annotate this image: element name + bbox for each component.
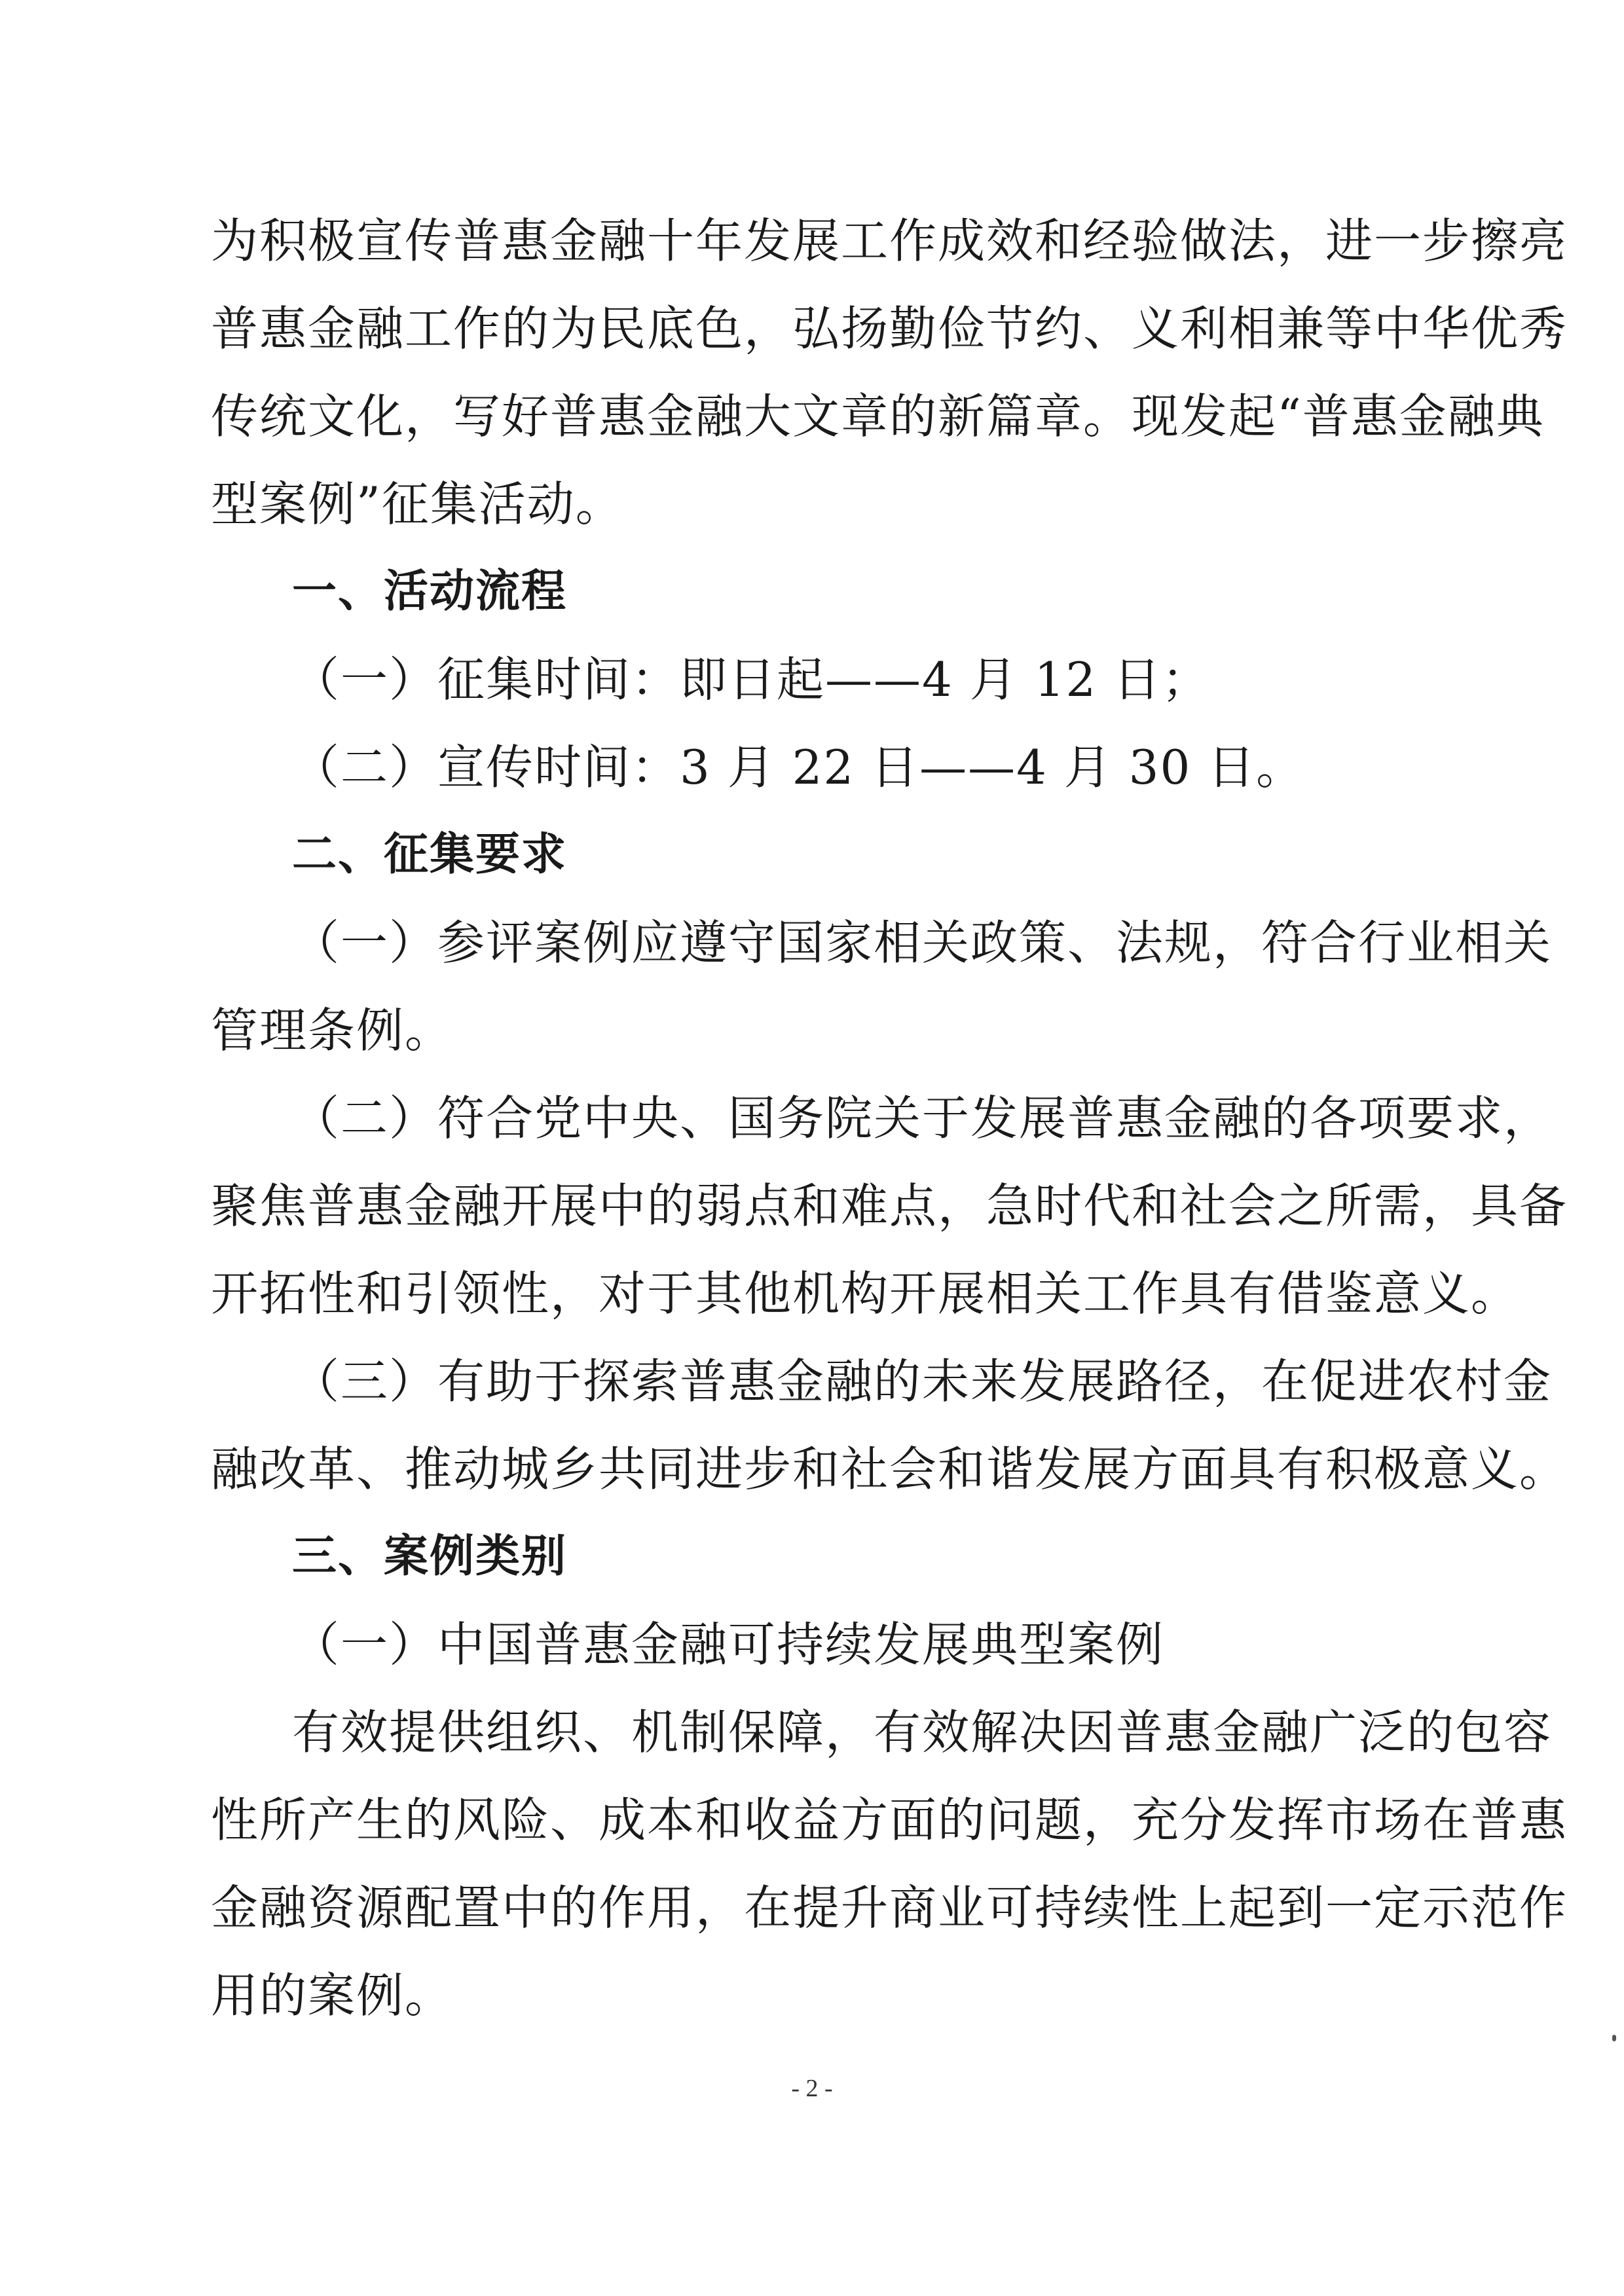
scan-artifact: [1612, 2035, 1616, 2041]
section-2-item-2-line-1: （二）符合党中央、国务院关于发展普惠金融的各项要求，: [292, 1091, 1553, 1146]
section-2-item-1-line-2: 管理条例。: [211, 1003, 454, 1058]
section-3-body-line-4: 用的案例。: [211, 1968, 454, 2023]
section-2-heading: 二、征集要求: [292, 829, 568, 881]
intro-line-2: 普惠金融工作的为民底色，弘扬勤俭节约、义利相兼等中华优秀: [211, 301, 1568, 356]
section-2-item-2-line-2: 聚焦普惠金融开展中的弱点和难点，急时代和社会之所需，具备: [211, 1178, 1568, 1233]
section-3-heading: 三、案例类别: [292, 1531, 568, 1582]
intro-line-4: 型案例”征集活动。: [211, 477, 624, 532]
page-number: - 2 -: [791, 2075, 833, 2102]
section-3-body-line-3: 金融资源配置中的作用，在提升商业可持续性上起到一定示范作: [211, 1880, 1568, 1935]
section-2-item-3-line-2: 融改革、推动城乡共同进步和社会和谐发展方面具有积极意义。: [211, 1442, 1568, 1497]
section-2-item-1-line-1: （一）参评案例应遵守国家相关政策、法规，符合行业相关: [292, 915, 1553, 970]
section-3-body-line-2: 性所产生的风险、成本和收益方面的问题，充分发挥市场在普惠: [211, 1793, 1568, 1848]
section-1-heading: 一、活动流程: [292, 566, 568, 617]
section-2-item-2-line-3: 开拓性和引领性，对于其他机构开展相关工作具有借鉴意义。: [211, 1266, 1520, 1321]
section-1-item-1: （一）征集时间：即日起——4 月 12 日；: [292, 652, 1211, 707]
section-2-item-3-line-1: （三）有助于探索普惠金融的未来发展路径，在促进农村金: [292, 1354, 1553, 1409]
section-3-body-line-1: 有效提供组织、机制保障，有效解决因普惠金融广泛的包容: [292, 1705, 1553, 1760]
section-1-item-2: （二）宣传时间：3 月 22 日——4 月 30 日。: [292, 740, 1305, 795]
intro-line-3: 传统文化，写好普惠金融大文章的新篇章。现发起“普惠金融典: [211, 389, 1545, 444]
section-3-subtitle: （一）中国普惠金融可持续发展典型案例: [292, 1617, 1165, 1672]
intro-line-1: 为积极宣传普惠金融十年发展工作成效和经验做法，进一步擦亮: [211, 213, 1568, 268]
